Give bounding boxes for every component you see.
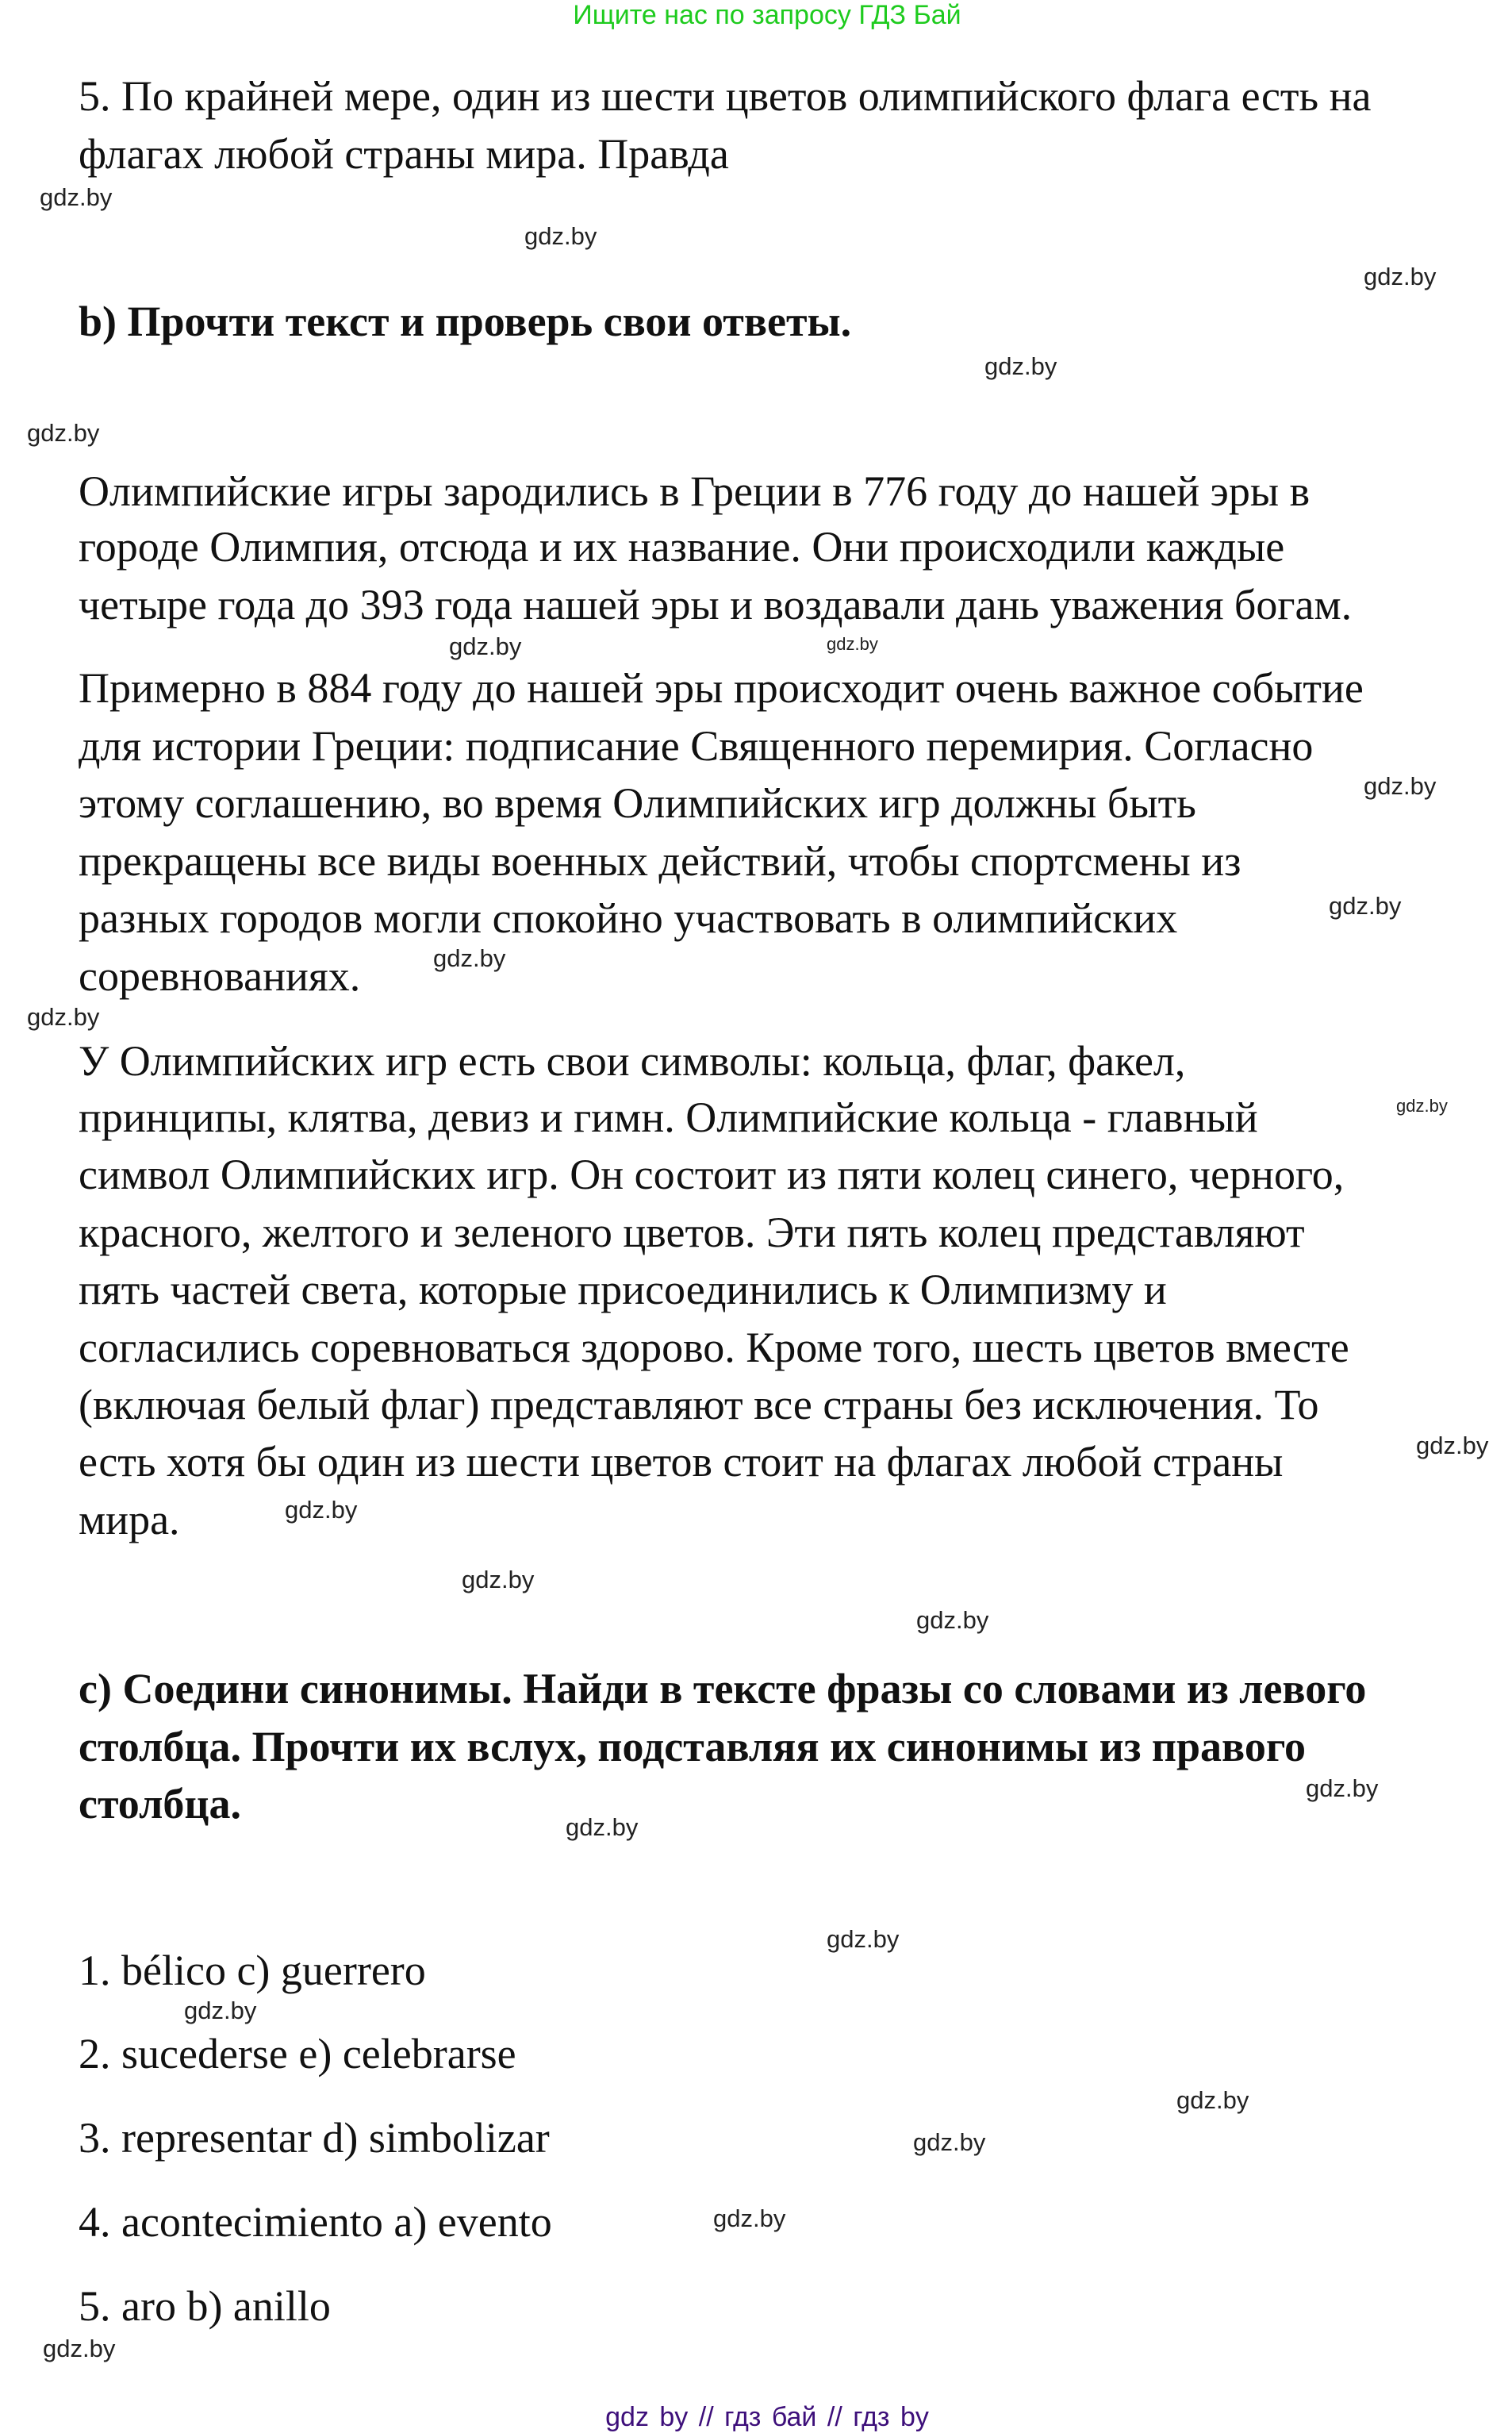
para2-line: разных городов могли спокойно участвовать в олимпийских bbox=[79, 894, 1178, 942]
watermark: gdz.by bbox=[1306, 1774, 1379, 1802]
footer-links: gdz by // гдз бай // гдз by bbox=[605, 2402, 929, 2432]
watermark: gdz.by bbox=[1329, 892, 1402, 920]
para3-line: пять частей света, которые присоединились к Олимпизму и bbox=[79, 1266, 1167, 1313]
watermark: gdz.by bbox=[524, 222, 597, 250]
search-banner: Ищите нас по запросу ГДЗ Бай bbox=[573, 0, 961, 30]
watermark: gdz.by bbox=[40, 183, 113, 211]
para3-line: символ Олимпийских игр. Он состоит из пяти колец синего, черного, bbox=[79, 1151, 1345, 1198]
answer-item: 5. aro b) anillo bbox=[79, 2282, 331, 2330]
watermark: gdz.by bbox=[713, 2204, 786, 2232]
watermark: gdz.by bbox=[433, 944, 506, 972]
para1-line: городе Олимпия, отсюда и их название. Они происходили каждые bbox=[79, 523, 1285, 571]
watermark: gdz.by bbox=[1364, 772, 1437, 800]
watermark: gdz.by bbox=[184, 1997, 257, 2024]
para3-line: согласились соревноваться здорово. Кроме того, шесть цветов вместе bbox=[79, 1324, 1349, 1371]
item5-line: флагах любой страны мира. Правда bbox=[79, 130, 729, 178]
para3-line: У Олимпийских игр есть свои символы: кольца, флаг, факел, bbox=[79, 1037, 1186, 1085]
para3-line: красного, желтого и зеленого цветов. Эти пять колец представляют bbox=[79, 1209, 1305, 1256]
para2-line: прекращены все виды военных действий, чтобы спортсмены из bbox=[79, 837, 1241, 885]
watermark: gdz.by bbox=[913, 2128, 986, 2156]
heading-b: b) Прочти текст и проверь свои ответы. bbox=[79, 298, 852, 345]
para3-line: (включая белый флаг) представляют все страны без исключения. То bbox=[79, 1381, 1319, 1428]
para2-line: Примерно в 884 году до нашей эры происходит очень важное событие bbox=[79, 664, 1364, 712]
watermark: gdz.by bbox=[916, 1606, 989, 1634]
para1-line: четыре года до 393 года нашей эры и воздавали дань уважения богам. bbox=[79, 581, 1353, 628]
watermark: gdz.by bbox=[827, 634, 878, 654]
para3-line: мира. bbox=[79, 1496, 180, 1543]
answer-item: 3. representar d) simbolizar bbox=[79, 2114, 550, 2162]
para2-line: этому соглашению, во время Олимпийских игр должны быть bbox=[79, 779, 1196, 827]
para3-line: принципы, клятва, девиз и гимн. Олимпийские кольца - главный bbox=[79, 1094, 1258, 1141]
para2-line: для истории Греции: подписание Священного перемирия. Согласно bbox=[79, 722, 1314, 770]
answer-item: 2. sucederse e) celebrarse bbox=[79, 2030, 516, 2077]
watermark: gdz.by bbox=[27, 1003, 100, 1031]
answer-item: 4. acontecimiento a) evento bbox=[79, 2198, 552, 2246]
watermark: gdz.by bbox=[1396, 1096, 1448, 1116]
watermark: gdz.by bbox=[1416, 1432, 1489, 1459]
watermark: gdz.by bbox=[1176, 2086, 1249, 2114]
watermark: gdz.by bbox=[566, 1813, 639, 1841]
para3-line: есть хотя бы один из шести цветов стоит на флагах любой страны bbox=[79, 1438, 1284, 1486]
watermark: gdz.by bbox=[27, 419, 100, 447]
watermark: gdz.by bbox=[449, 632, 522, 660]
heading-c: столбца. bbox=[79, 1780, 241, 1828]
watermark: gdz.by bbox=[285, 1496, 358, 1524]
watermark: gdz.by bbox=[827, 1925, 900, 1953]
watermark: gdz.by bbox=[462, 1566, 535, 1593]
watermark: gdz.by bbox=[1364, 263, 1437, 290]
item5-line: 5. По крайней мере, один из шести цветов олимпийского флага есть на bbox=[79, 72, 1372, 120]
para2-line: соревнованиях. bbox=[79, 952, 361, 1000]
answer-item: 1. bélico c) guerrero bbox=[79, 1947, 426, 1994]
heading-c: столбца. Прочти их вслух, подставляя их синонимы из правого bbox=[79, 1723, 1307, 1770]
watermark: gdz.by bbox=[43, 2335, 116, 2362]
watermark: gdz.by bbox=[984, 352, 1057, 380]
heading-c: c) Соедини синонимы. Найди в тексте фразы со словами из левого bbox=[79, 1665, 1367, 1712]
para1-line: Олимпийские игры зародились в Греции в 776 году до нашей эры в bbox=[79, 467, 1311, 515]
